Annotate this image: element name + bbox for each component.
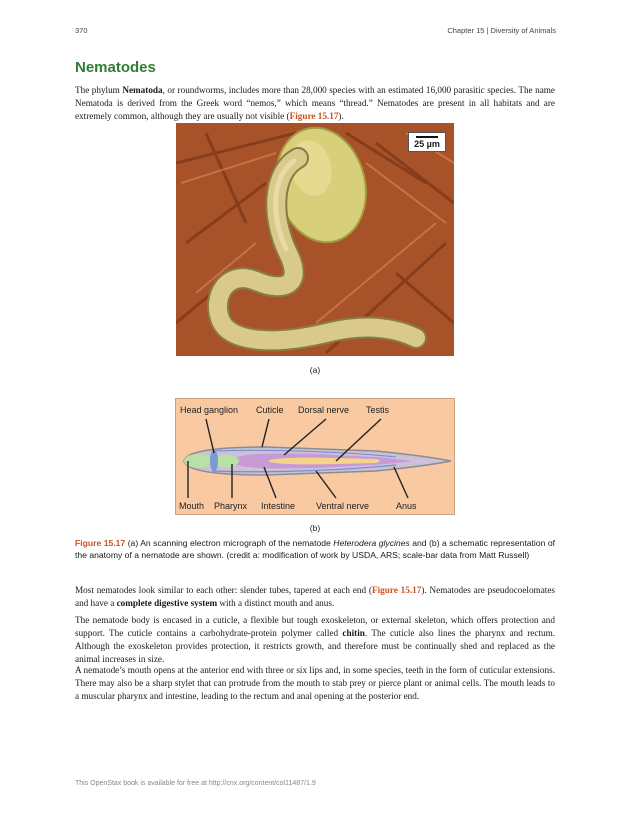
section-title: Nematodes bbox=[75, 59, 156, 76]
figure-link[interactable]: Figure 15.17 bbox=[289, 111, 339, 121]
label-dorsal-nerve: Dorsal nerve bbox=[298, 405, 350, 415]
label-pharynx: Pharynx bbox=[214, 501, 248, 511]
scale-bar: 25 µm bbox=[408, 132, 446, 152]
term-chitin: chitin bbox=[342, 628, 365, 638]
body-paragraph-2: Most nematodes look similar to each other: slender tubes, tapered at each end (Figure 15.17). Nematodes are pseudocoelomates and have a complete digestive system with a distinct mouth and anus. bbox=[75, 585, 555, 608]
nematode-anatomy-diagram bbox=[175, 398, 455, 515]
figure-caption: Figure 15.17 (a) An scanning electron micrograph of the nematode Heterodera glycines and (b) a schematic representation of the anatomy of a nematode are shown. (credit a: modification of work by USDA, ARS; scale-bar data from Matt Russell) bbox=[75, 538, 555, 560]
figure-sublabel-a: (a) bbox=[309, 365, 321, 375]
body-paragraph-4: A nematode’s mouth opens at the anterior end with three or six lips and, in some species, teeth in the form of cuticular extensions. There may also be a sharp stylet that can protrude from the mouth to stab prey or pierce plant or animal cells. The mouth leads to a muscular pharynx and intestine, leading to the rectum and anal opening at the posterior end. bbox=[75, 665, 555, 701]
term-complete-digestive-system: complete digestive system bbox=[116, 598, 218, 608]
chapter-header: Chapter 15 | Diversity of Animals bbox=[447, 26, 556, 35]
label-mouth: Mouth bbox=[179, 501, 205, 511]
label-intestine: Intestine bbox=[261, 501, 296, 511]
caption-species: Heterodera glycines bbox=[333, 538, 410, 548]
page-footer: This OpenStax book is available for free at http://cnx.org/content/col11487/1.9 bbox=[75, 780, 316, 787]
caption-figure-number: Figure 15.17 bbox=[75, 538, 126, 548]
label-cuticle: Cuticle bbox=[256, 405, 284, 415]
micrograph-image bbox=[176, 123, 454, 356]
body-paragraph-3: The nematode body is encased in a cuticle, a flexible but tough exoskeleton, or external skeleton, which offers protection and support. The cuticle contains a carbohydrate-protein polymer called chitin. The cuticle also lines the pharynx and rectum. Although the exoskeleton provides protection, it restricts growth, and therefore must be continually shed and replaced as the animal increases in size. bbox=[75, 615, 556, 664]
figure-sublabel-b: (b) bbox=[309, 523, 321, 533]
intro-paragraph: The phylum Nematoda, or roundworms, includes more than 28,000 species with an estimated 16,000 parasitic species. The name Nematoda is derived from the Greek word “nemos,” which means “thread.” Nematodes are present in all habitats and are extremely common, although they are usually not visible (Figure 15.17). bbox=[75, 85, 555, 121]
page-number: 370 bbox=[75, 26, 88, 35]
term-nematoda: Nematoda bbox=[122, 85, 163, 95]
label-head-ganglion: Head ganglion bbox=[180, 405, 239, 415]
label-anus: Anus bbox=[396, 501, 417, 511]
label-testis: Testis bbox=[366, 405, 390, 415]
label-ventral-nerve: Ventral nerve bbox=[316, 501, 370, 511]
figure-link[interactable]: Figure 15.17 bbox=[371, 585, 422, 595]
